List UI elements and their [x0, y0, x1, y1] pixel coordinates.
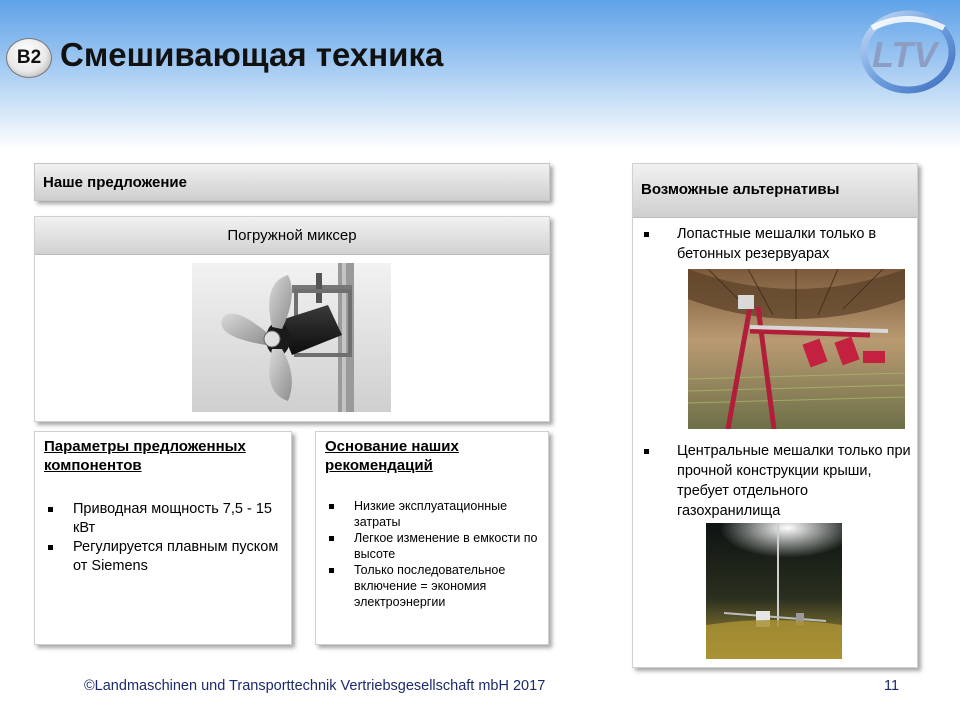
recommendation-basis-list: [325, 498, 539, 610]
list-item: Регулируется плавным пуском от Siemens: [44, 538, 282, 576]
copyright-footer: ©Landmaschinen und Transporttechnik Vertriebsgesellschaft mbH 2017: [84, 678, 546, 694]
paddle-mixer-photo: [688, 269, 905, 429]
component-parameters-list: [44, 500, 282, 576]
section-badge: B2: [6, 38, 52, 78]
alternative-item-paddle: Лопастные мешалки только в бетонных резервуарах: [633, 224, 919, 264]
list-item: Приводная мощность 7,5 - 15 кВт: [44, 500, 282, 538]
logo-text: LTV: [872, 34, 938, 75]
recommendation-basis-panel: [315, 431, 549, 645]
page-number: 11: [884, 678, 900, 694]
alternative-item-central: Центральные мешалки только при прочной конструкции крыши, требует отдельного газохранилища: [633, 441, 919, 521]
recommendation-basis-title: Основание наших рекомендаций: [325, 438, 459, 474]
our-offer-header: Наше предложение: [34, 163, 550, 201]
list-item: Только последовательное включение = экономия электроэнергии: [325, 562, 539, 610]
component-parameters-title: Параметры предложенных компонентов: [44, 438, 246, 474]
central-mixer-photo: [706, 523, 842, 659]
submersible-mixer-photo: [192, 263, 391, 412]
alternatives-title: Возможные альтернативы: [633, 164, 917, 218]
component-parameters-panel: [34, 431, 292, 645]
list-item: Легкое изменение в емкости по высоте: [325, 530, 539, 562]
submersible-mixer-label: Погружной миксер: [35, 217, 549, 255]
list-item: Низкие эксплуатационные затраты: [325, 498, 539, 530]
page-title: Смешивающая техника: [60, 36, 444, 73]
ltv-logo: [852, 8, 956, 96]
